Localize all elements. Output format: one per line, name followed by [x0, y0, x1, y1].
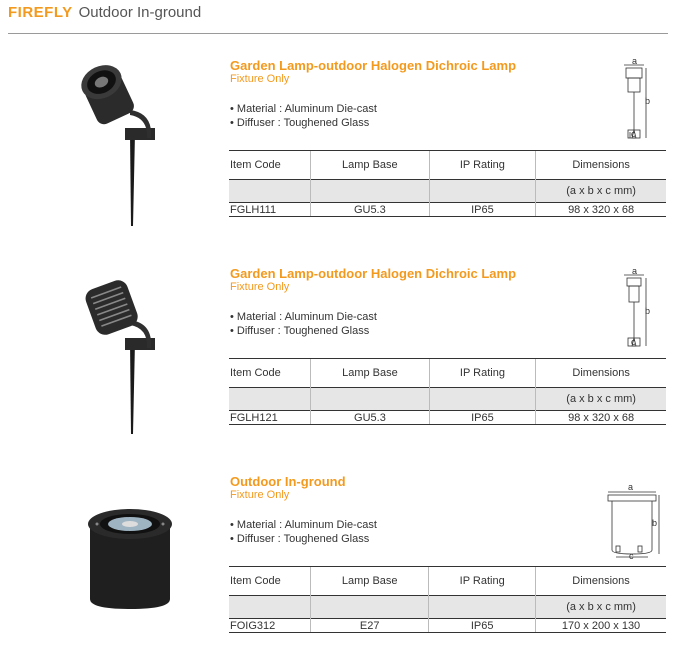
spec-table: [229, 150, 666, 217]
product-title: Outdoor In-ground: [230, 474, 346, 489]
header-divider: [8, 33, 668, 34]
page-subtitle: Outdoor In-ground: [78, 4, 202, 21]
spec-table: [229, 566, 666, 633]
col-dimensions: Dimensions: [536, 567, 666, 596]
dimension-diagram: [602, 480, 664, 560]
brand-logo: FIREFLY: [8, 4, 73, 21]
dims-note: (a x b x c mm): [536, 596, 666, 619]
col-lamp-base: Lamp Base: [311, 151, 429, 180]
garden-lamp-photo: [75, 58, 185, 228]
col-item-code: Item Code: [229, 151, 311, 180]
dims-note: (a x b x c mm): [536, 180, 666, 203]
dim-label-c: c: [631, 337, 636, 347]
dim-label-a: a: [632, 58, 638, 66]
garden-lamp-photo: [75, 266, 185, 436]
col-dimensions: Dimensions: [536, 359, 666, 388]
table-row: [229, 411, 666, 425]
col-ip-rating: IP Rating: [429, 359, 536, 388]
col-lamp-base: Lamp Base: [311, 567, 429, 596]
product-title: Garden Lamp-outdoor Halogen Dichroic Lamp: [230, 58, 517, 73]
spec-bullets: [230, 518, 377, 546]
col-ip-rating: IP Rating: [429, 151, 536, 180]
diffuser-bullet: • Diffuser : Toughened Glass: [230, 117, 370, 129]
page-header: [8, 4, 201, 28]
col-item-code: Item Code: [229, 359, 311, 388]
spec-bullets: [230, 310, 377, 338]
item-code-cell: FOIG312: [229, 619, 311, 633]
ip-rating-cell: IP65: [429, 203, 536, 217]
dim-label-b: b: [645, 306, 651, 316]
material-bullet: • Material : Aluminum Die-cast: [230, 519, 377, 531]
dim-label-c: c: [631, 129, 636, 139]
dimension-diagram: [612, 58, 652, 143]
lamp-base-cell: GU5.3: [311, 411, 429, 425]
lamp-base-cell: GU5.3: [311, 203, 429, 217]
product-title: Garden Lamp-outdoor Halogen Dichroic Lamp: [230, 266, 517, 281]
material-bullet: • Material : Aluminum Die-cast: [230, 103, 377, 115]
dimensions-cell: 98 x 320 x 68: [536, 411, 666, 425]
dims-note: (a x b x c mm): [536, 388, 666, 411]
ip-rating-cell: IP65: [429, 411, 536, 425]
spec-table: [229, 358, 666, 425]
dim-label-b: b: [645, 96, 651, 106]
dimension-diagram: [612, 266, 652, 351]
product-card: [0, 474, 676, 649]
table-row: [229, 203, 666, 217]
product-subtitle: Fixture Only: [230, 73, 290, 85]
dim-label-b: b: [652, 518, 658, 528]
spec-bullets: [230, 102, 377, 130]
dim-label-c: c: [629, 551, 634, 560]
dimensions-cell: 170 x 200 x 130: [536, 619, 666, 633]
lamp-base-cell: E27: [311, 619, 429, 633]
product-subtitle: Fixture Only: [230, 489, 290, 501]
item-code-cell: FGLH121: [229, 411, 311, 425]
col-lamp-base: Lamp Base: [311, 359, 429, 388]
col-ip-rating: IP Rating: [429, 567, 536, 596]
diffuser-bullet: • Diffuser : Toughened Glass: [230, 533, 370, 545]
inground-lamp-photo: [75, 474, 185, 644]
dim-label-a: a: [632, 266, 638, 276]
product-card: [0, 266, 676, 441]
col-dimensions: Dimensions: [536, 151, 666, 180]
table-row: [229, 619, 666, 633]
material-bullet: • Material : Aluminum Die-cast: [230, 311, 377, 323]
dim-label-a: a: [628, 482, 634, 492]
product-subtitle: Fixture Only: [230, 281, 290, 293]
ip-rating-cell: IP65: [429, 619, 536, 633]
item-code-cell: FGLH111: [229, 203, 311, 217]
product-card: [0, 58, 676, 233]
dimensions-cell: 98 x 320 x 68: [536, 203, 666, 217]
col-item-code: Item Code: [229, 567, 311, 596]
diffuser-bullet: • Diffuser : Toughened Glass: [230, 325, 370, 337]
